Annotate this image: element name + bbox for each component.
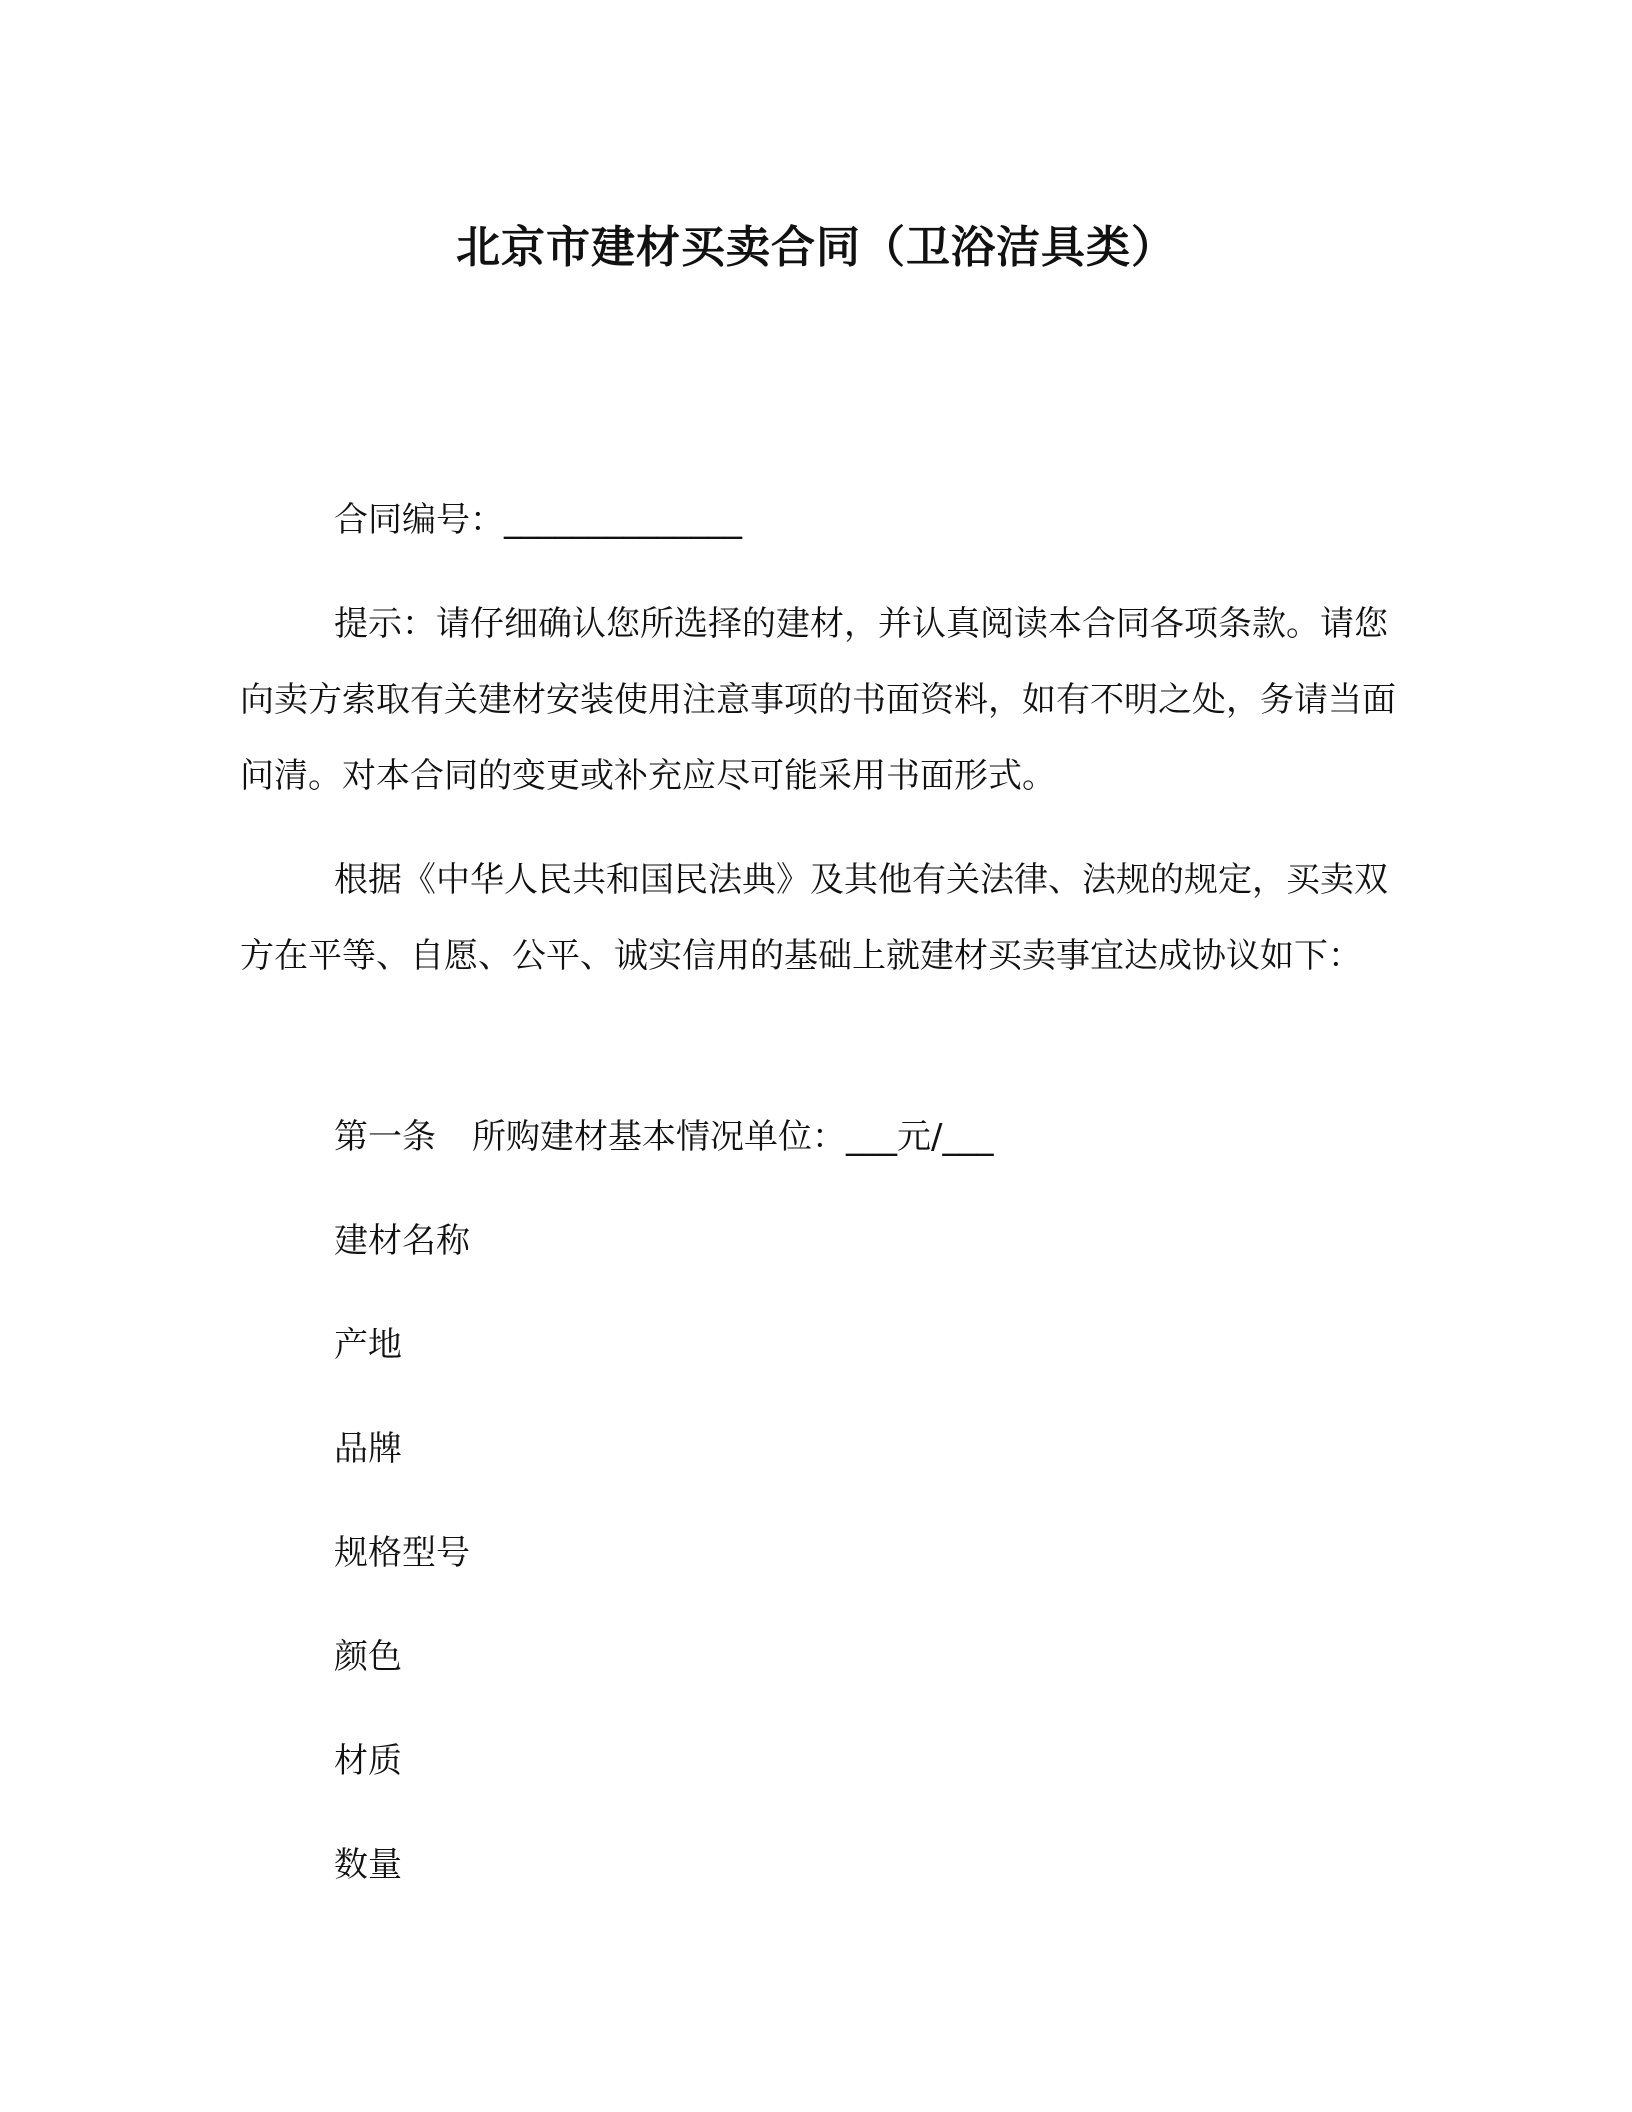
tip-paragraph-block	[240, 586, 1400, 814]
article-one-heading	[334, 1112, 993, 1162]
article-one-text: 所购建材基本情况单位：___元/___	[472, 1117, 994, 1157]
tip-paragraph: 提示：请仔细确认您所选择的建材，并认真阅读本合同各项条款。请您向卖方索取有关建材安装使用注意事项的书面资料，如有不明之处，务请当面问清。对本合同的变更或补充应尽可能采用书面形式。	[240, 604, 1396, 796]
contract-number-line	[240, 482, 1400, 558]
field-origin: 产地	[334, 1325, 402, 1365]
field-quantity: 数量	[334, 1845, 402, 1885]
contract-number-label: 合同编号：______________	[334, 500, 742, 540]
field-material: 材质	[334, 1741, 402, 1781]
field-color: 颜色	[334, 1637, 402, 1677]
legal-basis-paragraph: 根据《中华人民共和国民法典》及其他有关法律、法规的规定，买卖双方在平等、自愿、公平、诚实信用的基础上就建材买卖事宜达成协议如下：	[240, 860, 1388, 976]
field-material-name: 建材名称	[334, 1221, 470, 1261]
document-title: 北京市建材买卖合同（卫浴洁具类）	[456, 222, 1176, 273]
field-brand: 品牌	[334, 1429, 402, 1469]
legal-basis-block	[240, 842, 1400, 994]
article-one-number: 第一条	[334, 1117, 436, 1157]
field-spec-model: 规格型号	[334, 1533, 470, 1573]
